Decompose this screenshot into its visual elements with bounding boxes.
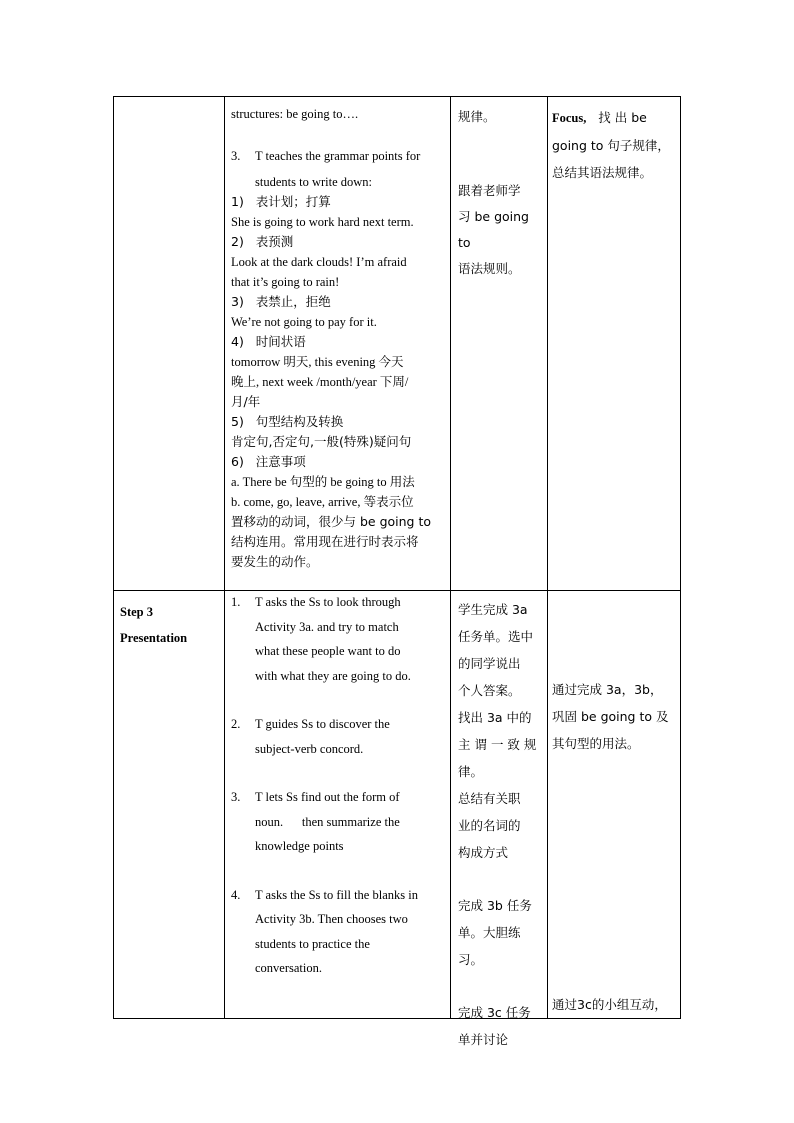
- cell-text: noun. then summarize the: [255, 814, 400, 829]
- list-number: 3.: [231, 149, 241, 163]
- table-bottom-border: [113, 1018, 681, 1019]
- cell-text: 单。大胆练习。: [458, 925, 521, 967]
- cell-text: 要发生的动作。: [231, 554, 319, 569]
- list-item: [231, 146, 445, 166]
- lesson-plan-table: [113, 96, 681, 1047]
- cell-text: T asks the Ss to fill the blanks in: [255, 887, 418, 902]
- subheading: 3) 表禁止，拒绝: [231, 294, 331, 309]
- cell-text: what these people want to do: [255, 644, 401, 658]
- cell-text: knowledge points: [255, 839, 344, 853]
- cell-text: a. There be 句型的 be going to 用法: [231, 475, 415, 489]
- column-divider: [547, 96, 548, 1019]
- row1-activities-cell: [231, 104, 445, 572]
- list-item: [231, 590, 445, 615]
- subheading: 5) 句型结构及转换: [231, 414, 344, 429]
- cell-text: 通过完成 3a，3b，: [552, 682, 663, 697]
- row1-student-cell: [458, 104, 544, 282]
- subheading: 4) 时间状语: [231, 334, 306, 349]
- column-divider: [450, 96, 451, 1019]
- list-item: [231, 785, 445, 810]
- cell-text: tomorrow 明天, this evening 今天: [231, 355, 404, 369]
- row1-purpose-cell: [552, 104, 678, 186]
- cell-text: 完成 3c 任务: [458, 1005, 531, 1020]
- cell-text: 其句型的用法。: [552, 736, 640, 751]
- cell-text: 找出 3a 中的: [458, 710, 532, 725]
- cell-text: 个人答案。: [458, 683, 521, 698]
- table-left-border: [113, 96, 114, 1019]
- cell-text: 结构连用。常用现在进行时表示将: [231, 534, 419, 549]
- focus-label: Focus,: [552, 111, 587, 125]
- cell-text: 主 谓 一 致 规: [458, 737, 537, 752]
- list-number: 2.: [231, 717, 241, 731]
- example-sentence: that it’s going to rain!: [231, 275, 340, 289]
- step-label-cell: [120, 599, 220, 651]
- cell-text: 总结其语法规律。: [552, 165, 653, 180]
- cell-text: 完成 3b 任务: [458, 898, 532, 913]
- cell-text: 晚上, next week /month/year 下周/: [231, 375, 409, 389]
- cell-text: conversation.: [255, 961, 322, 975]
- cell-text: 任务单。选中: [458, 629, 534, 644]
- cell-text: 规律。: [458, 109, 496, 124]
- cell-text: students to write down:: [255, 175, 373, 189]
- cell-text: [552, 104, 678, 132]
- cell-text: 通过3c的小组互动，: [552, 997, 667, 1012]
- row2-purpose-cell: [552, 676, 678, 757]
- example-sentence: She is going to work hard next term.: [231, 215, 414, 229]
- table-top-border: [113, 96, 681, 97]
- cell-text: T asks the Ss to look through: [255, 595, 401, 609]
- cell-text: 置移动的动词，很少与 be going to: [231, 514, 432, 529]
- cell-text: 找 出 be: [598, 110, 647, 125]
- list-number: 4.: [231, 887, 241, 902]
- row2-purpose-cell-bottom: [552, 994, 680, 1016]
- cell-text: 巩固 be going to 及: [552, 709, 669, 724]
- cell-text: 肯定句,否定句,一般(特殊)疑问句: [231, 434, 412, 449]
- cell-text: T guides Ss to discover the: [255, 717, 390, 731]
- subheading: 6) 注意事项: [231, 454, 306, 469]
- cell-text: 构成方式: [458, 845, 509, 860]
- cell-text: 单并讨论: [458, 1032, 509, 1047]
- list-item: [231, 712, 445, 737]
- cell-text: b. come, go, leave, arrive, 等表示位: [231, 495, 414, 509]
- cell-text: 语法规则。: [458, 261, 521, 276]
- subheading: 2) 表预测: [231, 234, 294, 249]
- cell-text: 习 be going to: [458, 209, 529, 250]
- cell-text: T teaches the grammar points for: [255, 149, 421, 163]
- cell-text: 业的名词的: [458, 818, 521, 833]
- row2-activities-cell: [231, 590, 445, 981]
- cell-text: going to 句子规律，: [552, 138, 670, 153]
- example-sentence: We’re not going to pay for it.: [231, 315, 377, 329]
- cell-text: structures: be going to….: [231, 107, 359, 121]
- table-right-border: [680, 96, 681, 1019]
- cell-text: with what they are going to do.: [255, 668, 411, 683]
- list-item: [231, 883, 445, 908]
- column-divider: [224, 96, 225, 1019]
- cell-text: 律。: [458, 764, 484, 779]
- cell-text: 跟着老师学: [458, 183, 521, 198]
- step-title: Presentation: [120, 631, 188, 645]
- row2-student-cell: [458, 596, 544, 1053]
- cell-text: 学生完成 3a: [458, 602, 528, 617]
- subheading: 1) 表计划；打算: [231, 194, 331, 209]
- cell-text: T lets Ss find out the form of: [255, 790, 400, 804]
- cell-text: Activity 3b. Then chooses two: [255, 912, 408, 926]
- cell-text: 总结有关职: [458, 791, 521, 806]
- cell-text: Activity 3a. and try to match: [255, 619, 399, 634]
- example-sentence: Look at the dark clouds! I’m afraid: [231, 255, 407, 269]
- cell-text: 的同学说出: [458, 656, 521, 671]
- cell-text: subject-verb concord.: [255, 741, 364, 756]
- cell-text: 月/年: [231, 394, 261, 409]
- cell-text: students to practice the: [255, 936, 370, 951]
- step-number: Step 3: [120, 605, 153, 619]
- list-number: 3.: [231, 790, 241, 804]
- list-number: 1.: [231, 595, 241, 609]
